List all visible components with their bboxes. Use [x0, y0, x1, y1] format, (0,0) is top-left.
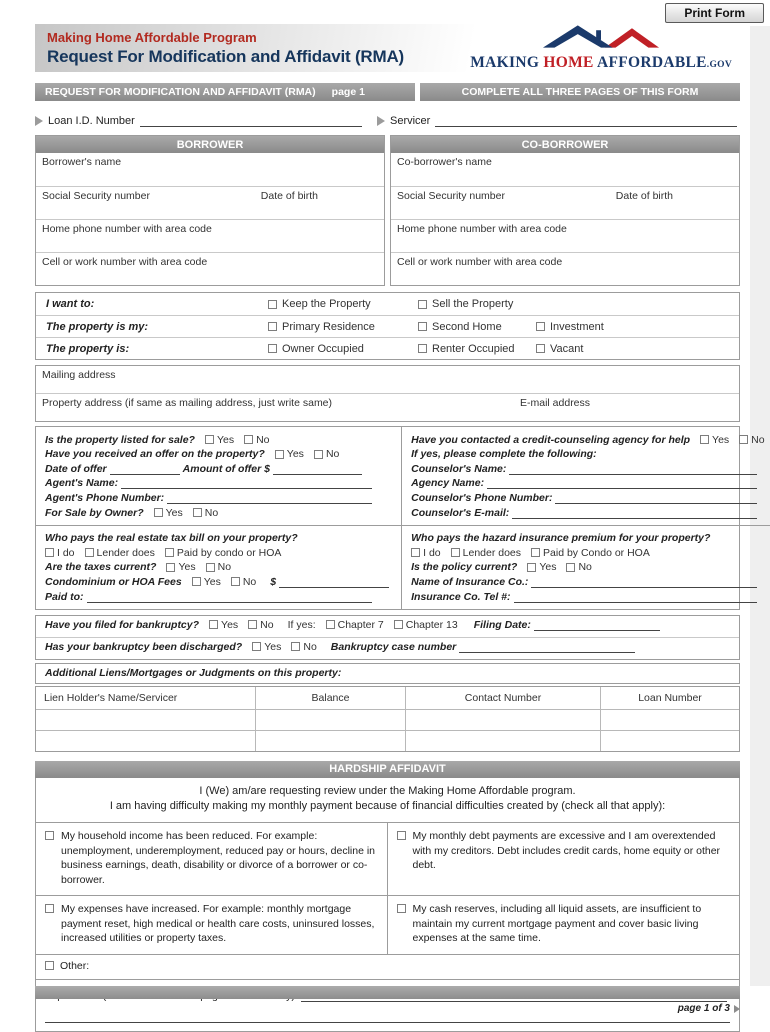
sell-property-checkbox[interactable] [418, 300, 427, 309]
hoa-amount-line[interactable] [279, 578, 389, 588]
case-number-line[interactable] [459, 643, 635, 653]
taxes-current-no-checkbox[interactable] [206, 563, 215, 572]
balance-cell[interactable] [256, 709, 406, 730]
investment-label: Investment [550, 320, 604, 333]
i-want-to-label: I want to: [46, 298, 95, 310]
received-offer-question: Have you received an offer on the property? [45, 448, 265, 461]
property-is-label: The property is: [46, 342, 130, 355]
borrower-home-phone-label: Home phone number with area code [42, 223, 212, 235]
date-of-offer-label: Date of offer [45, 462, 107, 475]
logo-gov: .GOV [706, 60, 732, 70]
mailing-address-label: Mailing address [42, 369, 116, 381]
other-checkbox[interactable] [45, 961, 54, 970]
yes-label: Yes [712, 433, 730, 446]
rma-bar-page: page 1 [331, 86, 365, 98]
intent-row-property-is [36, 337, 739, 359]
counseling-if-yes-label: If yes, please complete the following: [411, 448, 597, 461]
other-label: Other: [60, 959, 90, 972]
loan-number-header: Loan Number [638, 691, 702, 704]
borrower-cell-phone-label: Cell or work number with area code [42, 256, 208, 268]
form-header [35, 24, 740, 72]
property-address-field[interactable] [36, 393, 739, 421]
no-label: No [325, 448, 340, 461]
yes-label: Yes [264, 640, 282, 653]
loan-id-row [35, 109, 740, 127]
co-borrower-section [390, 135, 740, 286]
borrower-ssn-dob-field[interactable] [36, 186, 384, 219]
reason-debt-excessive [388, 823, 740, 896]
investment-checkbox[interactable] [536, 322, 545, 331]
ins-lender-checkbox[interactable] [451, 548, 460, 557]
co-borrower-name-field[interactable] [391, 153, 739, 186]
income-reduced-checkbox[interactable] [45, 831, 54, 840]
borrower-section [35, 135, 385, 286]
expenses-increased-label: My expenses have increased. For example: monthly mortgage payment reset, high medical or health care costs, uninsured losses, increased utilities or property taxes. [61, 903, 375, 945]
tax-condo-hoa-checkbox[interactable] [165, 548, 174, 557]
intent-row-want [36, 293, 739, 315]
borrower-dob-label: Date of birth [260, 190, 318, 202]
chapter7-checkbox[interactable] [326, 620, 335, 629]
taxes-current-question: Are the taxes current? [45, 561, 157, 574]
for-sale-by-owner-question: For Sale by Owner? [45, 506, 144, 519]
loan-id-input-line[interactable] [140, 117, 362, 127]
property-is-my-label: The property is my: [46, 320, 149, 333]
agency-name-label: Agency Name: [411, 477, 485, 490]
amount-of-offer-label: Amount of offer $ [182, 462, 270, 475]
print-form-button[interactable]: Print Form [665, 3, 764, 23]
hardship-affidavit-header: HARDSHIP AFFIDAVIT [35, 761, 740, 778]
filing-date-line[interactable] [534, 621, 660, 631]
sell-property-label: Sell the Property [432, 298, 514, 310]
co-borrower-cell-phone-field[interactable] [391, 252, 739, 285]
policy-current-question: Is the policy current? [411, 561, 518, 574]
agent-name-line[interactable] [121, 479, 372, 489]
page-number [678, 1003, 740, 1014]
balance-header: Balance [256, 687, 406, 709]
listed-yes-checkbox[interactable] [205, 435, 214, 444]
balance-cell[interactable] [256, 730, 406, 751]
reason-expenses-increased [36, 896, 388, 953]
counseling-question: Have you contacted a credit-counseling agency for help [411, 433, 691, 446]
amount-of-offer-line[interactable] [273, 465, 362, 475]
borrower-cell-phone-field[interactable] [36, 252, 384, 285]
fsbo-no-checkbox[interactable] [193, 508, 202, 517]
counseling-yes-checkbox[interactable] [700, 435, 709, 444]
borrower-header: BORROWER [36, 136, 384, 153]
bankruptcy-no-checkbox[interactable] [248, 620, 257, 629]
yes-label: Yes [203, 575, 221, 588]
discharged-no-checkbox[interactable] [291, 642, 300, 651]
counselor-email-label: Counselor's E-mail: [411, 506, 510, 519]
no-label: No [303, 640, 317, 653]
logo-text [470, 54, 732, 72]
co-borrower-ssn-label: Social Security number [397, 190, 505, 202]
real-estate-tax-cell [36, 525, 402, 609]
arrow-icon [35, 116, 43, 126]
contact-number-cell[interactable] [406, 709, 601, 730]
hoa-dollar-label: $ [270, 575, 277, 588]
cash-reserves-label: My cash reserves, including all liquid assets, are insufficient to maintain my current mortgage payment and cover basic living expenses at the same time. [412, 903, 702, 945]
loan-id-group [35, 115, 365, 127]
agent-phone-label: Agent's Phone Number: [45, 491, 165, 504]
yes-label: Yes [221, 618, 239, 631]
second-home-label: Second Home [432, 320, 502, 333]
hardship-reasons [35, 822, 740, 953]
vacant-label: Vacant [550, 342, 584, 355]
tax-i-do-label: I do [57, 546, 75, 559]
liens-title: Additional Liens/Mortgages or Judgments on this property: [35, 663, 740, 684]
program-title: Making Home Affordable Program [47, 29, 257, 45]
form-page [35, 0, 765, 1032]
mailing-address-field[interactable] [36, 366, 739, 393]
offer-yes-checkbox[interactable] [275, 450, 284, 459]
income-reduced-label: My household income has been reduced. For example: unemployment, underemployment, reduced pay or hours, decline in business earnings, death, disability or divorce of a borrower or co-borrower. [61, 830, 376, 886]
logo-home: HOME [543, 54, 594, 71]
chapter13-label: Chapter 13 [405, 618, 458, 631]
co-borrower-name-label: Co-borrower's name [397, 156, 492, 168]
primary-residence-label: Primary Residence [282, 320, 375, 333]
debt-excessive-label: My monthly debt payments are excessive and I am overextended with my creditors. Debt includes credit cards, home equity or other debt. [412, 830, 721, 872]
section-bars [35, 83, 740, 101]
borrower-ssn-label: Social Security number [42, 190, 150, 202]
servicer-group [377, 115, 740, 127]
lien-row-1 [36, 709, 739, 730]
borrower-name-label: Borrower's name [42, 156, 122, 168]
property-address-label: Property address (if same as mailing address, just write same) [42, 397, 333, 409]
no-label: No [751, 433, 765, 446]
co-borrower-cell-phone-label: Cell or work number with area code [397, 256, 563, 268]
counseling-no-checkbox[interactable] [739, 435, 748, 444]
hoa-fees-yes-checkbox[interactable] [192, 577, 201, 586]
renter-occupied-checkbox[interactable] [418, 344, 427, 353]
bankruptcy-section [35, 615, 740, 660]
co-borrower-ssn-dob-field[interactable] [391, 186, 739, 219]
tax-condo-hoa-label: Paid by condo or HOA [176, 546, 282, 559]
reason-other-row [35, 954, 740, 979]
insurance-name-line[interactable] [531, 578, 756, 588]
bankruptcy-discharged-question: Has your bankruptcy been discharged? [45, 640, 243, 653]
counselor-phone-label: Counselor's Phone Number: [411, 491, 553, 504]
header-titles [47, 30, 404, 67]
explanation-line-2[interactable] [45, 1005, 730, 1023]
address-section [35, 365, 740, 422]
paid-to-label: Paid to: [45, 590, 84, 603]
mha-logo [470, 24, 734, 72]
hoa-fees-no-checkbox[interactable] [231, 577, 240, 586]
bankruptcy-yes-checkbox[interactable] [209, 620, 218, 629]
liens-table [35, 686, 740, 752]
date-of-offer-line[interactable] [110, 465, 180, 475]
agent-phone-line[interactable] [167, 494, 372, 504]
keep-property-label: Keep the Property [282, 298, 371, 310]
insurance-tel-line[interactable] [514, 593, 757, 603]
contact-number-header: Contact Number [406, 687, 601, 709]
second-home-checkbox[interactable] [418, 322, 427, 331]
lien-holder-cell[interactable] [36, 730, 256, 751]
liens-header-row [36, 687, 739, 709]
bankruptcy-if-yes-label: If yes: [287, 618, 316, 631]
paid-to-line[interactable] [87, 593, 373, 603]
owner-occupied-checkbox[interactable] [268, 344, 277, 353]
no-label: No [256, 433, 270, 446]
borrower-name-field[interactable] [36, 153, 384, 186]
credit-counseling-cell [402, 427, 770, 525]
yes-label: Yes [539, 561, 557, 574]
loan-id-label: Loan I.D. Number [48, 115, 135, 127]
agent-name-label: Agent's Name: [45, 477, 119, 490]
borrower-columns [35, 135, 740, 286]
bankruptcy-filed-row [36, 616, 739, 637]
taxes-current-yes-checkbox[interactable] [166, 563, 175, 572]
reason-cash-reserves [388, 896, 740, 953]
page-number-label: page 1 of 3 [677, 1003, 730, 1014]
hoa-fees-question: Condominium or HOA Fees [45, 575, 182, 588]
bankruptcy-filed-question: Have you filed for bankruptcy? [45, 618, 200, 631]
fsbo-yes-checkbox[interactable] [154, 508, 163, 517]
property-sale-cell [36, 427, 402, 525]
case-number-label: Bankruptcy case number [330, 640, 457, 653]
arrow-icon [377, 116, 385, 126]
email-address-label: E-mail address [520, 397, 591, 409]
tax-who-pays-question: Who pays the real estate tax bill on your property? [45, 532, 298, 545]
page-arrow-icon [734, 1005, 740, 1013]
bankruptcy-discharged-row [36, 637, 739, 659]
questions-grid [35, 426, 765, 610]
listed-no-checkbox[interactable] [244, 435, 253, 444]
co-borrower-home-phone-field[interactable] [391, 219, 739, 252]
logo-making: MAKING [470, 54, 540, 71]
policy-current-yes-checkbox[interactable] [527, 563, 536, 572]
cash-reserves-checkbox[interactable] [397, 904, 406, 913]
debt-excessive-checkbox[interactable] [397, 831, 406, 840]
tax-i-do-checkbox[interactable] [45, 548, 54, 557]
vacant-checkbox[interactable] [536, 344, 545, 353]
footer-bar [35, 986, 740, 999]
yes-label: Yes [216, 433, 235, 446]
reason-income-reduced [36, 823, 388, 896]
borrower-home-phone-field[interactable] [36, 219, 384, 252]
no-label: No [260, 618, 274, 631]
counselor-name-label: Counselor's Name: [411, 462, 507, 475]
yes-label: Yes [286, 448, 304, 461]
page-title: Request For Modification and Affidavit (RMA) [47, 46, 404, 66]
yes-label: Yes [165, 506, 183, 519]
ins-lender-label: Lender does [462, 546, 522, 559]
counselor-phone-line[interactable] [555, 494, 756, 504]
loan-number-cell[interactable] [601, 709, 739, 730]
chapter13-checkbox[interactable] [394, 620, 403, 629]
expenses-increased-checkbox[interactable] [45, 904, 54, 913]
ins-condo-hoa-label: Paid by Condo or HOA [543, 546, 650, 559]
lien-holder-header: Lien Holder's Name/Servicer [36, 687, 256, 709]
intent-row-property-is-my [36, 315, 739, 337]
lien-row-2 [36, 730, 739, 751]
keep-property-checkbox[interactable] [268, 300, 277, 309]
rma-bar-title: REQUEST FOR MODIFICATION AND AFFIDAVIT (RMA) [45, 86, 316, 98]
offer-no-checkbox[interactable] [314, 450, 323, 459]
tax-lender-checkbox[interactable] [85, 548, 94, 557]
no-label: No [204, 506, 219, 519]
servicer-input-line[interactable] [435, 117, 737, 127]
rma-page-bar [35, 83, 415, 101]
policy-current-no-checkbox[interactable] [566, 563, 575, 572]
hardship-intro [35, 778, 740, 823]
ins-i-do-checkbox[interactable] [411, 548, 420, 557]
discharged-yes-checkbox[interactable] [252, 642, 261, 651]
hazard-insurance-cell [402, 525, 770, 609]
insurance-tel-label: Insurance Co. Tel #: [411, 590, 511, 603]
no-label: No [242, 575, 257, 588]
tax-lender-label: Lender does [96, 546, 155, 559]
co-borrower-header: CO-BORROWER [391, 136, 739, 153]
counselor-name-line[interactable] [509, 465, 756, 475]
agency-name-line[interactable] [487, 479, 757, 489]
co-borrower-dob-label: Date of birth [615, 190, 673, 202]
contact-number-cell[interactable] [406, 730, 601, 751]
chapter7-label: Chapter 7 [337, 618, 384, 631]
renter-occupied-label: Renter Occupied [432, 342, 515, 355]
lien-holder-cell[interactable] [36, 709, 256, 730]
filing-date-label: Filing Date: [473, 618, 531, 631]
no-label: No [578, 561, 592, 574]
insurance-name-label: Name of Insurance Co.: [411, 575, 529, 588]
listed-for-sale-question: Is the property listed for sale? [45, 433, 195, 446]
co-borrower-home-phone-label: Home phone number with area code [397, 223, 567, 235]
roof-icon [541, 24, 661, 55]
logo-affordable: AFFORDABLE [596, 54, 707, 71]
primary-residence-checkbox[interactable] [268, 322, 277, 331]
property-intent-section [35, 292, 740, 360]
hardship-intro-line1: I (We) am/are requesting review under the Making Home Affordable program. [199, 784, 576, 797]
ins-i-do-label: I do [423, 546, 441, 559]
insurance-who-pays-question: Who pays the hazard insurance premium for your property? [411, 532, 711, 545]
hardship-intro-line2: I am having difficulty making my monthly payment because of financial difficulties created by (check all that apply): [109, 800, 666, 813]
yes-label: Yes [178, 561, 196, 574]
servicer-label: Servicer [390, 115, 431, 127]
owner-occupied-label: Owner Occupied [282, 342, 364, 355]
complete-pages-bar: COMPLETE ALL THREE PAGES OF THIS FORM [420, 83, 740, 101]
no-label: No [217, 561, 232, 574]
ins-condo-hoa-checkbox[interactable] [531, 548, 540, 557]
counselor-email-line[interactable] [512, 509, 756, 519]
loan-number-cell[interactable] [601, 730, 739, 751]
